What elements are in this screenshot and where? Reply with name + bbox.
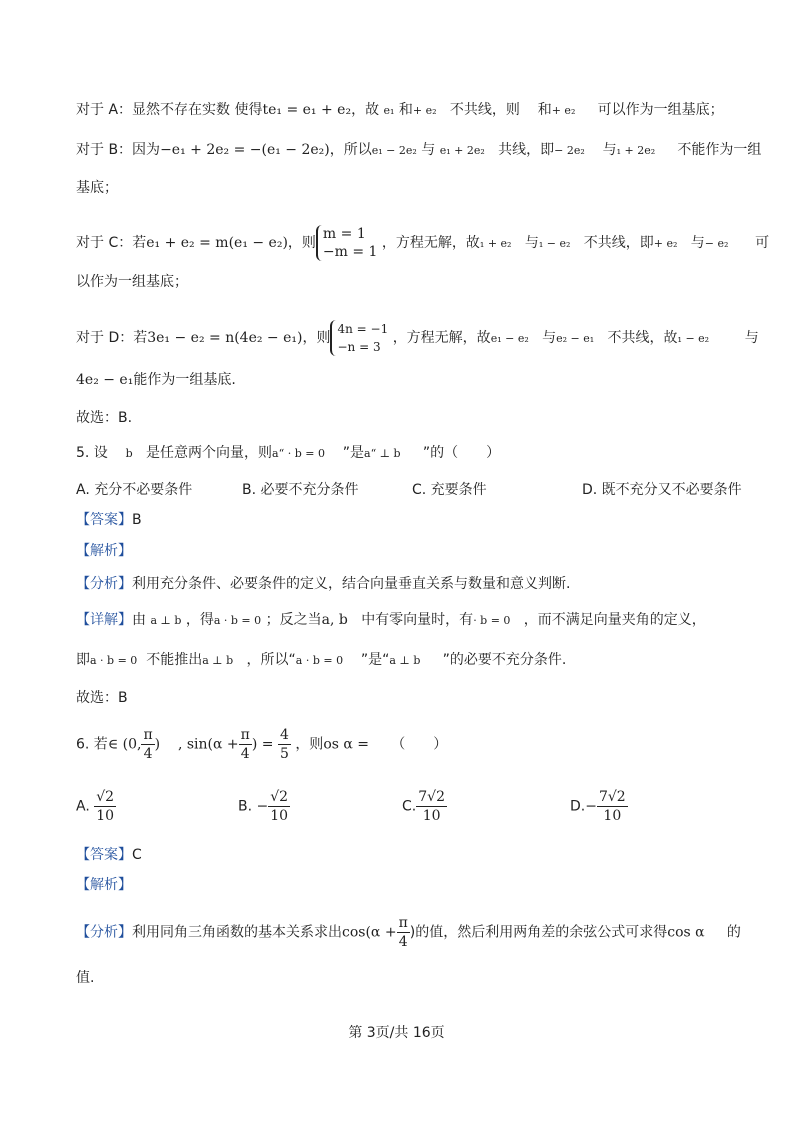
text: 共线，即 (498, 142, 555, 158)
text: 对于 A：显然不存在实数 使得 (76, 102, 263, 118)
vector: b (125, 447, 133, 460)
fraction (416, 788, 447, 825)
vector: + e₂ (653, 237, 678, 250)
denominator: 10 (603, 808, 622, 824)
option-label: D. (570, 798, 586, 815)
text: ”是“ (360, 652, 390, 668)
text: 可 (755, 235, 770, 251)
equation: m = 1 (322, 226, 366, 242)
text: 利用充分条件、必要条件的定义，结合向量垂直关系与数量和意义判断. (132, 576, 571, 592)
numerator: 7√2 (598, 789, 626, 805)
q5-choice: 故选：B (76, 690, 128, 706)
text: 和 (398, 102, 413, 118)
text: ”是 (342, 445, 365, 461)
numerator: 7√2 (418, 789, 445, 805)
q6-option-d (570, 788, 628, 825)
denominator: 4 (240, 746, 250, 762)
answer-value: C (132, 847, 142, 863)
condition: a ⊥ b (389, 654, 421, 667)
equation-system (316, 225, 378, 261)
text: 中有零向量时，有 (361, 612, 474, 628)
q5-option-a: A. 充分不必要条件 (76, 482, 193, 498)
text: 可以作为一组基底； (597, 102, 724, 118)
text: （ ） (391, 736, 448, 753)
q6-answer (76, 845, 142, 865)
numerator: π (240, 727, 250, 743)
text: 与 (602, 142, 617, 158)
denominator: 4 (143, 746, 153, 762)
q4-c-line2: 以作为一组基底； (76, 274, 188, 290)
page-footer: 第 3页/共 16页 (348, 1025, 445, 1041)
q5-option-b: B. 必要不充分条件 (242, 482, 359, 498)
vector: ₁ + 2e₂ (616, 144, 656, 157)
text: ，则 (287, 235, 316, 251)
fraction (94, 788, 116, 825)
text: 不能推出 (146, 652, 203, 668)
q6-fenxi (76, 914, 741, 951)
fraction (278, 726, 291, 763)
q4-choice: 故选：B. (76, 410, 133, 426)
text: 与 (421, 142, 436, 158)
vector: ₁ − e₂ (677, 332, 710, 345)
equation-system (330, 320, 388, 356)
fraction (141, 726, 154, 763)
text: 不共线，即 (583, 235, 654, 251)
text: 与 (744, 330, 759, 346)
q5-stem (76, 443, 500, 464)
q5-xiangjie-line1 (76, 610, 706, 631)
analysis-tag: 【解析】 (76, 543, 132, 559)
text: 对于 B：因为 (76, 142, 161, 158)
equation: −n = 3 (337, 340, 381, 354)
text: ，方程无解，故 (381, 235, 480, 251)
condition: a“ ⊥ b (364, 447, 401, 460)
equation: −m = 1 (322, 244, 378, 260)
condition: a · b = 0 (90, 654, 138, 667)
fraction (597, 788, 628, 825)
q4-b-line1 (76, 140, 761, 161)
text: 与 (542, 330, 557, 346)
denominator: 4 (398, 934, 408, 950)
text: ；反之当 (265, 612, 322, 628)
condition: a ⊥ b (150, 614, 182, 627)
equation: te₁ = e₁ + e₂ (262, 102, 352, 118)
text: ”的（ ） (422, 445, 501, 461)
answer-tag: 【答案】 (76, 847, 132, 863)
text: 能作为一组基底. (133, 372, 236, 388)
analysis-tag: 【解析】 (76, 877, 132, 893)
fraction (397, 914, 410, 951)
q6-option-a (76, 788, 116, 825)
equation: 3e₁ − e₂ = n(4e₂ − e₁) (147, 330, 303, 346)
option-label: C. (402, 798, 417, 815)
denominator: 10 (96, 808, 115, 824)
vector: − e₂ (704, 237, 729, 250)
q5-xiangjie-line2 (76, 650, 566, 671)
q4-b-line2: 基底； (76, 180, 118, 196)
text: ，则 (302, 330, 331, 346)
vector: − 2e₂ (554, 144, 585, 157)
q6-jiexi (76, 875, 132, 895)
q6-stem (76, 726, 447, 763)
vector: + e₂ (551, 104, 576, 117)
answer-tag: 【答案】 (76, 512, 132, 528)
interval: ) (154, 736, 161, 753)
text: ，得 (185, 612, 214, 628)
xiangjie-tag: 【详解】 (76, 612, 132, 628)
text: )的值，然后利用两角差的余弦公式可求得 (409, 924, 668, 941)
q4-d-line2 (76, 370, 236, 390)
numerator: π (143, 727, 153, 743)
text: ，所以 (329, 142, 372, 158)
text: 6. 若 (76, 736, 108, 753)
interval: ∈ (0, (107, 736, 142, 753)
equation: os α = (323, 736, 370, 753)
condition: · b = 0 (473, 614, 511, 627)
fraction (268, 788, 290, 825)
condition: a ⊥ b (202, 654, 234, 667)
q5-jiexi (76, 541, 132, 561)
text: 对于 C：若 (76, 235, 147, 251)
condition: a · b = 0 (295, 654, 344, 667)
numerator: 4 (279, 727, 289, 743)
text: 利用同角三角函数的基本关系求出 (132, 924, 342, 941)
q5-option-d: D. 既不充分又不必要条件 (582, 482, 742, 498)
q6-fenxi-line2: 值. (76, 970, 95, 986)
vector: ₁ + e₂ (479, 237, 512, 250)
q6-option-b (238, 788, 290, 825)
text: 即 (76, 652, 90, 668)
sign: − (256, 798, 269, 815)
text: 的 (726, 924, 741, 941)
option-label: A. (76, 798, 90, 815)
q6-option-c (402, 788, 447, 825)
q5-option-c: C. 充要条件 (412, 482, 487, 498)
numerator: √2 (96, 789, 115, 805)
text: 与 (690, 235, 705, 251)
equation: cos(α + (342, 924, 397, 941)
vector: e₁ (383, 104, 395, 117)
text: 不共线，则 (449, 102, 520, 118)
q4-d-line1 (76, 320, 759, 356)
equation: , sin(α + (177, 736, 239, 753)
equation: e₁ + e₂ = m(e₁ − e₂) (146, 235, 288, 251)
answer-value: B (132, 512, 142, 528)
text: 不能作为一组 (677, 142, 762, 158)
fenxi-tag: 【分析】 (76, 924, 132, 941)
equation: −e₁ + 2e₂ = −(e₁ − 2e₂) (160, 142, 330, 158)
text: 对于 D：若 (76, 330, 148, 346)
vector: ₁ − e₂ (538, 237, 571, 250)
q4-a-line (76, 100, 724, 121)
fraction (239, 726, 252, 763)
condition: a“ · b = 0 (272, 447, 325, 460)
text: 是任意两个向量，则 (146, 445, 273, 461)
vector: + e₂ (412, 104, 437, 117)
fenxi-tag: 【分析】 (76, 576, 132, 592)
text: ”的必要不充分条件. (442, 652, 567, 668)
vector: e₁ + 2e₂ (439, 144, 485, 157)
numerator: π (398, 915, 408, 931)
text: 与 (524, 235, 539, 251)
q4-c-line1 (76, 225, 769, 261)
vector: e₁ − e₂ (490, 332, 529, 345)
denominator: 5 (279, 746, 289, 762)
text: ，则 (295, 736, 324, 753)
vector: e₂ − e₁ (556, 332, 595, 345)
q5-answer (76, 510, 142, 530)
denominator: 10 (422, 808, 441, 824)
equation: cos α (667, 924, 705, 941)
text: ，而不满足向量夹角的定义， (523, 612, 706, 628)
text: 和 (537, 102, 552, 118)
text: 不共线，故 (607, 330, 678, 346)
vector: a, b (321, 612, 348, 628)
denominator: 10 (270, 808, 289, 824)
option-label: B. (238, 798, 253, 815)
q5-fenxi (76, 574, 570, 594)
text: ，所以“ (246, 652, 296, 668)
text: 由 (132, 612, 146, 628)
text: 5. 设 (76, 445, 108, 461)
sign: − (585, 798, 597, 815)
numerator: √2 (270, 789, 289, 805)
equation: ) = (251, 736, 274, 753)
condition: a · b = 0 (213, 614, 262, 627)
text: ，故 (351, 102, 380, 118)
vector: e₁ − 2e₂ (371, 144, 417, 157)
text: ，方程无解，故 (392, 330, 491, 346)
equation: 4n = −1 (337, 322, 389, 336)
vector: 4e₂ − e₁ (76, 372, 134, 388)
